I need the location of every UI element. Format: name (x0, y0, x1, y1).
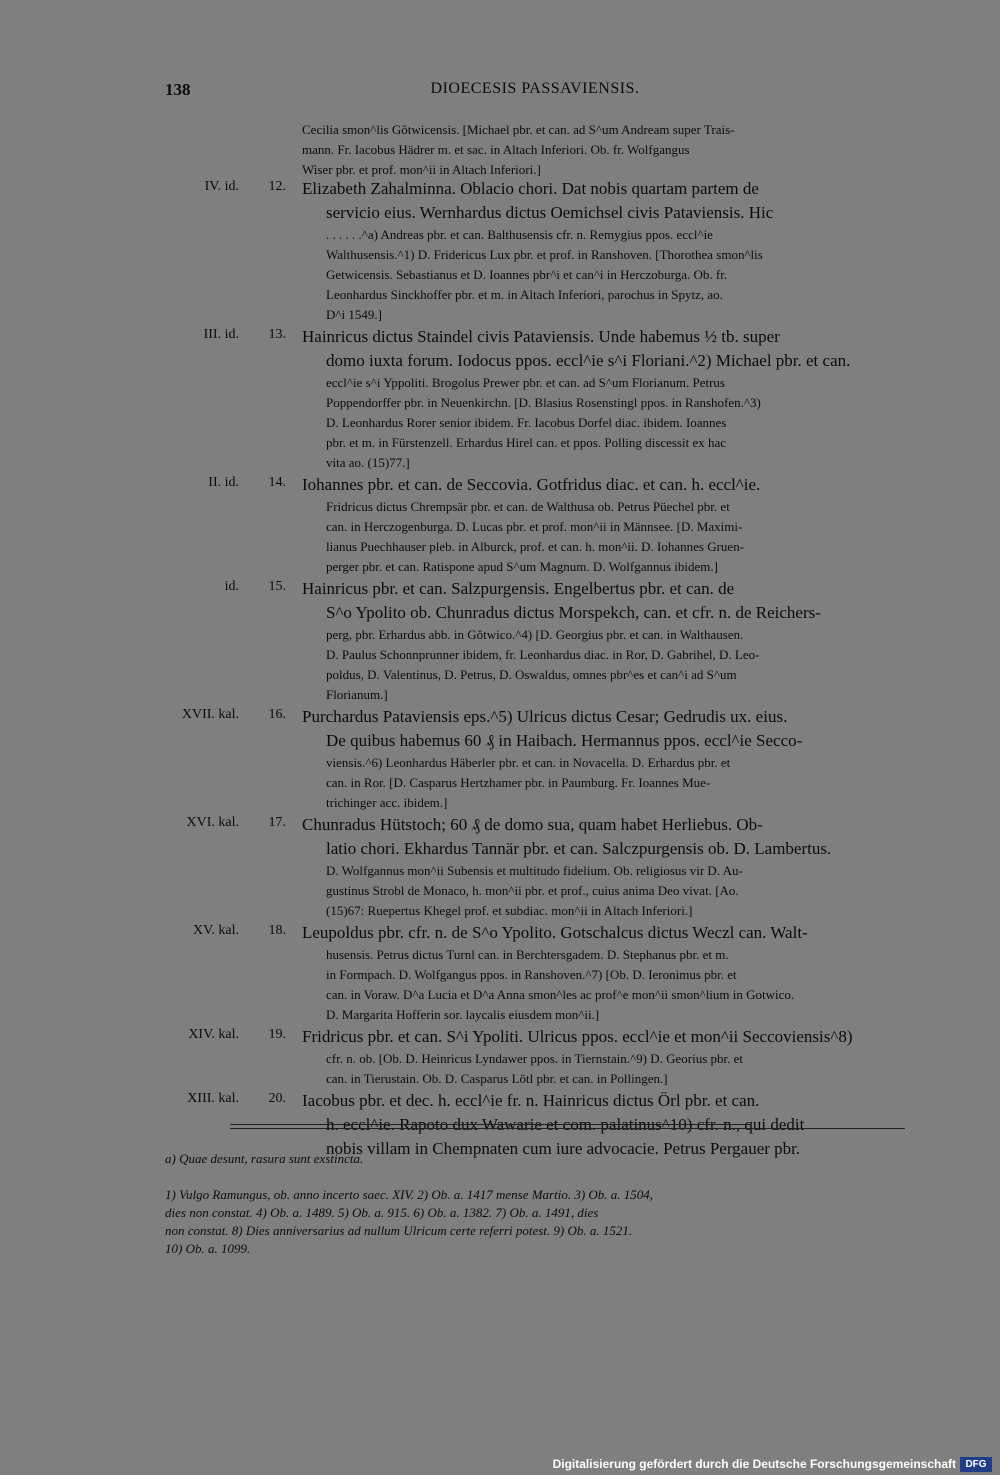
entry-note-line: (15)67: Ruepertus Khegel prof. et subdiac. mon^ii in Altach Inferiori.] (326, 903, 693, 918)
entry-note-line: Florianum.] (326, 687, 388, 702)
calendar-entry (155, 1025, 905, 1089)
calendar-entry (155, 473, 905, 577)
entry-date: id. (224, 579, 239, 594)
entry-day: 12. (268, 179, 286, 194)
footnote-line: 1) Vulgo Ramungus, ob. anno incerto saec. XIV. 2) Ob. a. 1417 mense Martio. 3) Ob. a. 1504, (165, 1187, 654, 1202)
entry-main-line: servicio eius. Wernhardus dictus Oemichsel civis Pataviensis. Hic (326, 203, 774, 222)
calendar-entry (155, 813, 905, 921)
entry-note-line: Getwicensis. Sebastianus et D. Ioannes pbr^i et can^i in Herczoburga. Ob. fr. (326, 267, 728, 282)
entry-note-line: D. Wolfgannus mon^ii Subensis et multitudo fidelium. Ob. religiosus vir D. Au- (326, 863, 743, 878)
entry-note-line: perger pbr. et can. Ratispone apud S^um Magnum. D. Wolfgannus ibidem.] (326, 559, 718, 574)
entry-note-line: pbr. et m. in Fürstenzell. Erhardus Hirel can. et ppos. Polling discessit ex hac (326, 435, 727, 450)
entry-note-line: vita ao. (15)77.] (326, 455, 410, 470)
intro-text (155, 120, 905, 180)
entry-note-line: can. in Herczogenburga. D. Lucas pbr. et prof. mon^ii in Männsee. [D. Maximi- (326, 519, 743, 534)
entry-main-line: Iacobus pbr. et dec. h. eccl^ie fr. n. Hainricus dictus Örl pbr. et can. (302, 1091, 760, 1110)
entry-note-line: lianus Puechhauser pleb. in Alburck, prof. et can. h. mon^ii. D. Iohannes Gruen- (326, 539, 745, 554)
entry-main-line: Hainricus pbr. et can. Salzpurgensis. Engelbertus pbr. et can. de (302, 579, 735, 598)
footer-bar (0, 1453, 1000, 1475)
running-title: DIOECESIS PASSAVIENSIS. (430, 80, 640, 97)
footnote-line: dies non constat. 4) Ob. a. 1489. 5) Ob. a. 915. 6) Ob. a. 1382. 7) Ob. a. 1491, dies (165, 1205, 599, 1220)
entry-date: XIII. kal. (187, 1091, 239, 1106)
intro-line: Cecilia smon^lis Gôtwicensis. [Michael pbr. et can. ad S^um Andream super Trais- (302, 122, 735, 137)
entry-day: 19. (268, 1027, 286, 1042)
entry-note-line: . . . . . .^a) Andreas pbr. et can. Balthusensis cfr. n. Remygius ppos. eccl^ie (326, 227, 713, 242)
entry-note-line: can. in Voraw. D^a Lucia et D^a Anna smon^les ac prof^e mon^ii smon^lium in Gotwico. (326, 987, 795, 1002)
entry-main-line: Purchardus Pataviensis eps.^5) Ulricus dictus Cesar; Gedrudis ux. eius. (302, 707, 788, 726)
entry-note-line: can. in Tierustain. Ob. D. Casparus Lötl pbr. et can. in Pollingen.] (326, 1071, 668, 1086)
entry-main-line: nobis villam in Chempnaten cum iure advocacie. Petrus Pergauer pbr. (326, 1139, 801, 1158)
footnote-line: 10) Ob. a. 1099. (165, 1241, 251, 1256)
entry-date: II. id. (208, 475, 239, 490)
calendar-entry (155, 325, 905, 473)
entry-main-line: Chunradus Hütstoch; 60 ₰ de domo sua, quam habet Herliebus. Ob- (302, 815, 763, 834)
entry-note-line: D. Margarita Hofferin sor. laycalis eiusdem mon^ii.] (326, 1007, 600, 1022)
entry-note-line: perg, pbr. Erhardus abb. in Gôtwico.^4) [D. Georgius pbr. et can. in Walthausen. (326, 627, 744, 642)
entry-day: 20. (268, 1091, 286, 1106)
entry-date: III. id. (203, 327, 239, 342)
entry-note-line: in Formpach. D. Wolfgangus ppos. in Ranshoven.^7) [Ob. D. Ieronimus pbr. et (326, 967, 737, 982)
text-rule (230, 1124, 750, 1125)
digitization-credit: Digitalisierung gefördert durch die Deutsche Forschungsgemeinschaft (552, 1457, 956, 1471)
entry-main-line: S^o Ypolito ob. Chunradus dictus Morspekch, can. et cfr. n. de Reichers- (326, 603, 821, 622)
entry-note-line: D. Leonhardus Rorer senior ibidem. Fr. Iacobus Dorfel diac. ibidem. Ioannes (326, 415, 727, 430)
entry-note-line: Poppendorffer pbr. in Neuenkirchn. [D. Blasius Rosenstingl ppos. in Ranshofen.^3) (326, 395, 761, 410)
footnote-line: non constat. 8) Dies anniversarius ad nullum Ulricum certe referri potest. 9) Ob. a. 1521. (165, 1223, 633, 1238)
entry-day: 17. (268, 815, 286, 830)
intro-line: mann. Fr. Iacobus Hädrer m. et sac. in Altach Inferiori. Ob. fr. Wolfgangus (302, 142, 690, 157)
calendar-entry (155, 921, 905, 1025)
entry-date: XVII. kal. (181, 707, 239, 722)
dfg-logo: DFG (960, 1457, 992, 1472)
entry-main-line: Iohannes pbr. et can. de Seccovia. Gotfridus diac. et can. h. eccl^ie. (302, 475, 761, 494)
entry-main-line: domo iuxta forum. Iodocus ppos. eccl^ie s^i Floriani.^2) Michael pbr. et can. (326, 351, 851, 370)
calendar-entry (155, 705, 905, 813)
entry-note-line: trichinger acc. ibidem.] (326, 795, 448, 810)
entry-main-line: Hainricus dictus Staindel civis Pataviensis. Unde habemus ½ tb. super (302, 327, 780, 346)
entry-date: XV. kal. (192, 923, 239, 938)
entry-day: 15. (268, 579, 286, 594)
intro-line: Wiser pbr. et prof. mon^ii in Altach Inferiori.] (302, 162, 541, 177)
entry-note-line: eccl^ie s^i Yppoliti. Brogolus Prewer pbr. et can. ad S^um Florianum. Petrus (326, 375, 725, 390)
entry-main-line: Elizabeth Zahalminna. Oblacio chori. Dat nobis quartam partem de (302, 179, 759, 198)
entry-day: 18. (268, 923, 286, 938)
footnotes (165, 1186, 905, 1258)
page-number: 138 (165, 80, 191, 99)
entry-day: 16. (268, 707, 286, 722)
entry-note-line: can. in Ror. [D. Casparus Hertzhamer pbr. in Paumburg. Fr. Ioannes Mue- (326, 775, 711, 790)
entry-main-line: De quibus habemus 60 ₰ in Haibach. Hermannus ppos. eccl^ie Secco- (326, 731, 803, 750)
calendar-entries (155, 177, 905, 1161)
entry-note-line: poldus, D. Valentinus, D. Petrus, D. Oswaldus, omnes pbr^es et can^i ad S^um (326, 667, 737, 682)
entry-note-line: Walthusensis.^1) D. Fridericus Lux pbr. et prof. in Ranshoven. [Thorothea smon^lis (326, 247, 763, 262)
entry-main-line: h. eccl^ie. Rapoto dux Wawarie et com. palatinus^10) cfr. n., qui dedit (326, 1115, 805, 1134)
footnote-a: a) Quae desunt, rasura sunt exstincta. (165, 1151, 364, 1166)
entry-note-line: Fridricus dictus Chrempsär pbr. et can. de Walthusa ob. Petrus Püechel pbr. et (326, 499, 730, 514)
entry-note-line: gustinus Strobl de Monaco, h. mon^ii pbr. et prof., cuius anima Deo vivat. [Ao. (326, 883, 739, 898)
entry-date: XVI. kal. (186, 815, 239, 830)
entry-day: 14. (268, 475, 286, 490)
entry-main-line: Leupoldus pbr. cfr. n. de S^o Ypolito. Gotschalcus dictus Weczl can. Walt- (302, 923, 808, 942)
entry-date: XIV. kal. (188, 1027, 239, 1042)
entry-note-line: cfr. n. ob. [Ob. D. Heinricus Lyndawer ppos. in Tiernstain.^9) D. Georius pbr. et (326, 1051, 743, 1066)
entry-note-line: viensis.^6) Leonhardus Häberler pbr. et can. in Novacella. D. Erhardus pbr. et (326, 755, 731, 770)
entry-main-line: Fridricus pbr. et can. S^i Ypoliti. Ulricus ppos. eccl^ie et mon^ii Seccoviensis^8) (302, 1027, 853, 1046)
page-header (165, 80, 905, 104)
entry-note-line: husensis. Petrus dictus Turnl can. in Berchtersgadem. D. Stephanus pbr. et m. (326, 947, 729, 962)
entry-note-line: D. Paulus Schonnprunner ibidem, fr. Leonhardus diac. in Ror, D. Gabrihel, D. Leo- (326, 647, 760, 662)
calendar-entry (155, 577, 905, 705)
entry-day: 13. (268, 327, 286, 342)
entry-note-line: Leonhardus Sinckhoffer pbr. et m. in Altach Inferiori, parochus in Spytz, ao. (326, 287, 723, 302)
entry-main-line: latio chori. Ekhardus Tannär pbr. et can. Salczpurgensis ob. D. Lambertus. (326, 839, 832, 858)
entry-note-line: D^i 1549.] (326, 307, 382, 322)
footnote-rule (230, 1128, 905, 1129)
calendar-entry (155, 177, 905, 325)
entry-date: IV. id. (204, 179, 239, 194)
